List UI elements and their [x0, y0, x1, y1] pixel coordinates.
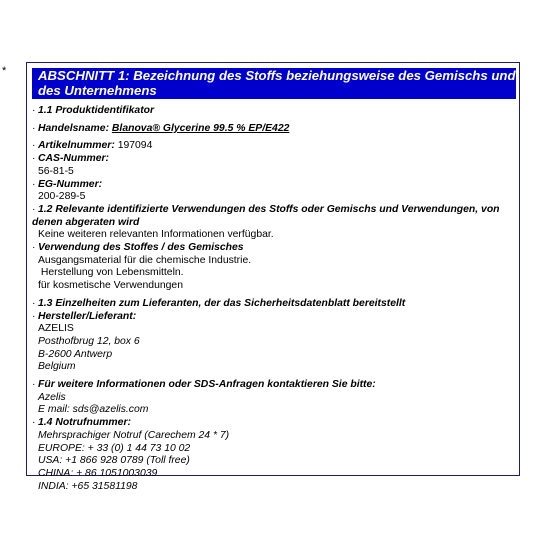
- identified-uses-heading: 1.2 Relevante identifizierte Verwendungen des Stoffs oder Gemischs und Verwendungen, von denen abgeraten wird: [32, 203, 500, 228]
- section-header: [32, 68, 516, 99]
- emergency-line: USA: +1 866 928 0789 (Toll free): [38, 455, 190, 467]
- supplier-line: B-2600 Antwerp: [38, 348, 113, 360]
- cas-number-label: CAS-Nummer:: [38, 153, 110, 165]
- section-body: [32, 105, 518, 493]
- further-info-line: Azelis: [38, 391, 66, 403]
- section-title: ABSCHNITT 1: Bezeichnung des Stoffs beziehungsweise des Gemischs und des Unternehmens: [38, 68, 516, 98]
- supplier-line: Posthofbrug 12, box 6: [38, 335, 140, 347]
- bullet: ·: [32, 379, 36, 391]
- supplier-details-heading: 1.3 Einzelheiten zum Lieferanten, der das Sicherheitsdatenblatt bereitstellt: [38, 297, 406, 309]
- emergency-line: EUROPE: + 33 (0) 1 44 73 10 02: [38, 442, 191, 454]
- revision-marker: *: [2, 65, 7, 77]
- emergency-heading: 1.4 Notrufnummer:: [38, 417, 131, 429]
- emergency-line: INDIA: +65 31581198: [38, 480, 138, 492]
- trade-name-row: [32, 123, 518, 136]
- article-number-label: Artikelnummer:: [38, 140, 115, 152]
- further-info-email: E mail: sds@azelis.com: [38, 404, 149, 416]
- bullet: ·: [32, 310, 36, 322]
- supplier-details-heading-row: [32, 298, 518, 311]
- eg-number-row: [32, 179, 518, 192]
- bullet: ·: [32, 105, 36, 116]
- bullet: ·: [32, 417, 36, 429]
- trade-name-value: Blanova® Glycerine 99.5 % EP/E422: [111, 122, 290, 134]
- supplier-label-row: [32, 311, 518, 324]
- use-label-row: [32, 242, 518, 255]
- cas-number-value: 56-81-5: [38, 165, 74, 177]
- supplier-label: Hersteller/Lieferant:: [38, 310, 137, 322]
- use-label: Verwendung des Stoffes / des Gemisches: [38, 242, 244, 254]
- use-line: Herstellung von Lebensmitteln.: [38, 267, 184, 279]
- further-info-label: Für weitere Informationen oder SDS-Anfragen kontaktieren Sie bitte:: [38, 379, 376, 391]
- bullet: ·: [32, 178, 36, 190]
- bullet: ·: [32, 203, 36, 215]
- bullet: ·: [32, 140, 36, 152]
- eg-number-value: 200-289-5: [38, 191, 86, 203]
- eg-number-label: EG-Nummer:: [38, 178, 103, 190]
- bullet: ·: [32, 242, 36, 254]
- bullet: ·: [32, 153, 36, 165]
- article-number-value: 197094: [117, 140, 153, 152]
- article-number-row: [32, 140, 518, 153]
- use-line: für kosmetische Verwendungen: [38, 280, 183, 292]
- identified-uses-heading-row: [32, 204, 518, 229]
- emergency-line: Mehrsprachiger Notruf (Carechem 24 * 7): [38, 429, 230, 441]
- emergency-heading-row: [32, 417, 518, 430]
- use-line: Ausgangsmaterial für die chemische Industrie.: [38, 254, 252, 266]
- no-further-info: Keine weiteren relevanten Informationen verfügbar.: [38, 229, 274, 241]
- cas-number-row: [32, 153, 518, 166]
- further-info-label-row: [32, 379, 518, 392]
- product-identifier-heading-row: [32, 105, 518, 118]
- trade-name-label: Handelsname:: [38, 122, 110, 134]
- supplier-line: Belgium: [38, 361, 76, 373]
- bullet: ·: [32, 297, 36, 309]
- emergency-line: CHINA: + 86 1051003039: [38, 467, 158, 479]
- product-identifier-heading: 1.1 Produktidentifikator: [38, 105, 155, 116]
- bullet: ·: [32, 122, 36, 134]
- supplier-line: AZELIS: [38, 323, 74, 335]
